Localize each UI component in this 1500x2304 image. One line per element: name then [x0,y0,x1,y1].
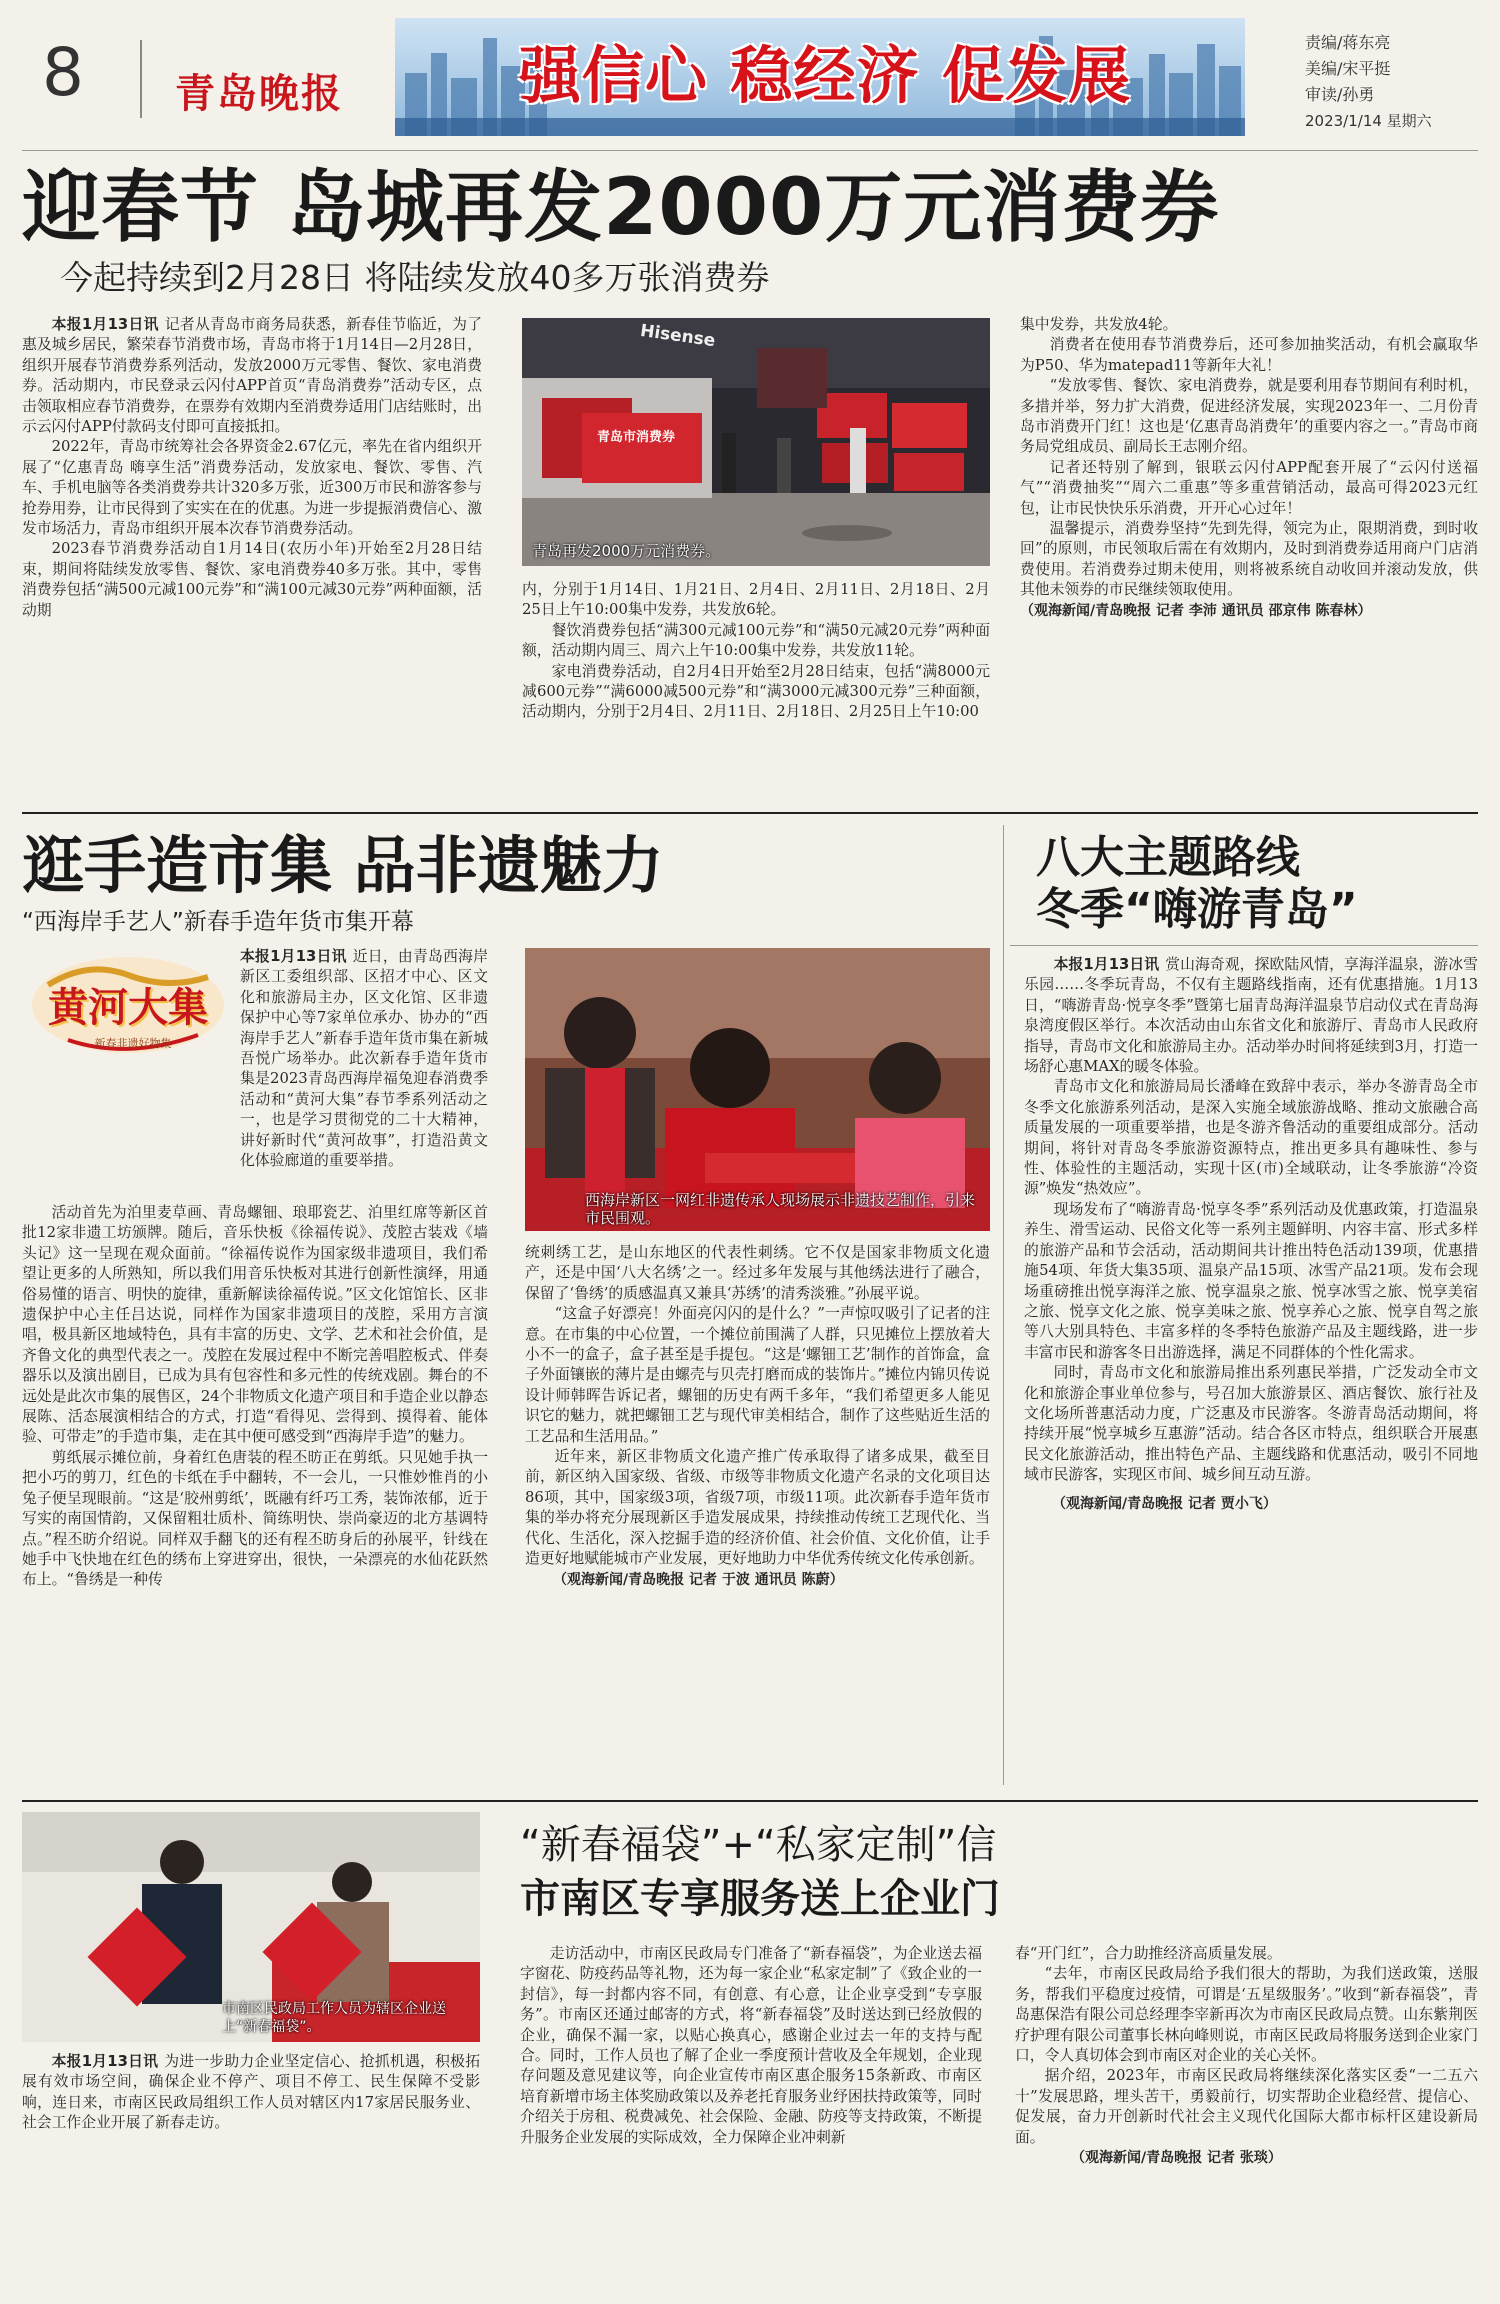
paragraph: 近年来，新区非物质文化遗产推广传承取得了诸多成果，截至目前，新区纳入国家级、省级、市级等非物质文化遗产名录的文化项目达86项，其中，国家级3项，省级7项，市级11项。此次新春手造年货市集的举办将充分展现新区手造发展成果，持续推动传统工艺现代化、当代化、生活化，深入挖掘手造的经济价值、社会价值、文化价值，让手造更好地赋能城市产业发展，更好地助力中华优秀传统文化传承创新。 [525,1448,990,1568]
editor-line: 责编/蒋东亮 [1305,33,1391,52]
paragraph: 2023春节消费券活动自1月14日(农历小年)开始至2月28日结束，期间将陆续发放零售、餐饮、家电消费券40多万张。其中，零售消费券包括“满500元减100元券”和“满100元减30元券”两种面额，活动期 [22,540,482,619]
photo-caption: 市南区民政局工作人员为辖区企业送上“新春福袋”。 [222,2001,446,2035]
byline: （观海新闻/青岛晚报 记者 张琰） [1071,2150,1282,2167]
header-divider [140,40,142,118]
article-column-2 [525,1243,990,1788]
dateline: 本报1月13日讯 [51,2053,159,2070]
page-number: 8 [42,34,84,111]
paragraph: “这盒子好漂亮！外面亮闪闪的是什么？”一声惊叹吸引了记者的注意。在市集的中心位置，一个摊位前围满了人群，只见摊位上摆放着大小不一的盒子，盒子甚至是手提包。“这是‘螺钿工艺’制作的首饰盒，盒子外面镶嵌的薄片是由螺壳与贝壳打磨而成的装饰片。”摊位内锦贝传说设计师韩晖告诉记者，螺钿的历史有两千多年，“我们希望更多人能见识它的魅力，就把螺钿工艺与现代审美相结合，制作了这些贴近生活的工艺品和生活用品。” [525,1305,990,1445]
paragraph: 同时，青岛市文化和旅游局推出系列惠民举措，广泛发动全市文化和旅游企事业单位参与，号召加大旅游景区、酒店餐饮、旅行社及文化场所普惠活动力度，广泛惠及市民游客。冬游青岛活动期间，将持续开展“悦享城乡互惠游”活动。结合各区市特点，组织联合开展惠民文化旅游活动，推出特色产品、主题线路和优惠活动，吸引不同地域市民游客，实现区市间、城乡间互动互游。 [1024,1364,1478,1484]
paragraph: 内，分别于1月14日、1月21日、2月4日、2月11日、2月18日、2月25日上午10:00集中发券，共发放6轮。 [522,581,990,619]
article-shinan-blessing-bags [0,1802,1500,2304]
article-handicraft-market [0,815,1000,1795]
logo-title: 黄河大集 [48,985,208,1031]
paragraph: 餐饮消费券包括“满300元减100元券”和“满50元减20元券”两种面额，活动期内周三、周六上午10:00集中发券，共发放11轮。 [522,621,990,660]
news-photo-paper-cutting [525,948,990,1231]
news-photo-blessing-bags [22,1812,480,2042]
byline: （观海新闻/青岛晚报 记者 贾小飞） [1052,1495,1277,1512]
article-column-1 [22,1203,488,1788]
paragraph: 近日，由青岛西海岸新区工委组织部、区招才中心、区文化和旅游局主办，区文化馆、区非遗保护中心等7家单位承办、协办的“西海岸手艺人”新春手造年货市集在新城吾悦广场举办。此次新春手造年货市集是2023青岛西海岸福兔迎春消费季活动和“黄河大集”春节季系列活动之一，也是学习贯彻党的二十大精神，讲好新时代“黄河故事”，打造沿黄文化体验廊道的重要举措。 [240,948,488,1170]
article-title-line-1: 八大主题路线 [1036,832,1300,883]
paragraph: 活动首先为泊里麦草画、青岛螺钿、琅耶瓷艺、泊里红席等新区首批12家非遗工坊颁牌。随后，音乐快板《徐福传说》、茂腔古装戏《墙头记》这一呈现在观众面前。“徐福传说作为国家级非遗项目，我们希望让更多的人所熟知，所以我们用音乐快板对其进行创新性演绎，用通俗易懂的语言、明快的旋律，重新解读徐福传说。”区文化馆馆长、区非遗保护中心主任吕达说，同样作为国家非遗项目的茂腔，采用方言演唱，极具新区地域特色，具有丰富的历史、文学、艺术和社会价值，是齐鲁文化的典型代表之一。茂腔在发展过程中不断完善唱腔板式、伴奏器乐以及演出剧目，已成为具有包容性和多元性的传统戏剧。舞台的不远处是此次市集的展售区，24个非物质文化遗产项目和手造企业以静态展陈、活态展演相结合的方式，打造“看得见、尝得到、摸得着、能体验、可带走”的手造市集，走在其中便可感受到“西海岸手造”的魅力。 [22,1204,488,1446]
article-title-line-2: 冬季“嗨游青岛” [1036,884,1358,935]
page-header [0,0,1500,150]
article-column-2 [522,580,990,805]
paragraph: 统刺绣工艺，是山东地区的代表性刺绣。它不仅是国家非物质文化遗产，还是中国‘八大名绣’之一。经过多年发展与其他绣法进行了融合，保留了‘鲁绣’的质感温真又兼具‘苏绣’的清秀淡雅。”孙展平说。 [525,1244,990,1302]
article-column-1 [22,315,482,805]
photo-caption: 西海岸新区一网红非遗传承人现场展示非遗技艺制作，引来市民围观。 [585,1191,976,1227]
byline: （观海新闻/青岛晚报 记者 于波 通讯员 陈蔚） [553,1571,844,1588]
article-title: 逛手造市集 品非遗魅力 [22,829,664,902]
logo-subtitle: 新春非遗好物集 [94,1037,172,1050]
paragraph: 记者从青岛市商务局获悉，新春佳节临近，为了惠及城乡居民，繁荣春节消费市场，青岛市将于1月14日—2月28日，组织开展春节消费券系列活动，发放2000万元零售、餐饮、家电消费券。活动期内，市民登录云闪付APP首页“青岛消费券”活动专区，点击领取相应春节消费券，在票券有效期内至消费券适用门店结账时，出示云闪付APP付款码支付即可直接抵扣。 [22,316,482,436]
article-title: 迎春节 岛城再发2000万元消费券 [22,163,1220,253]
paragraph: 春“开门红”，合力助推经济高质量发展。 [1015,1945,1282,1962]
article-title-line-2: 市南区专享服务送上企业门 [520,1876,1000,1922]
article-subtitle: “西海岸手艺人”新春手造年货市集开幕 [22,909,414,935]
article-column-3 [1020,315,1478,805]
paragraph: 据介绍，2023年，市南区民政局将继续深化落实区委“一二五六十”发展思路，埋头苦干，勇毅前行，切实帮助企业稳经营、提信心、促发展，奋力开创新时代社会主义现代化国际大都市标杆区建设新局面。 [1015,2067,1478,2146]
article-title-line-1: “新春福袋”+“私家定制”信 [520,1822,997,1868]
event-logo [28,955,228,1065]
paragraph: 记者还特别了解到，银联云闪付APP配套开展了“云闪付送福气”“消费抽奖”“周六二重惠”等多重营销活动，最高可得2023元红包，让市民快快乐乐消费，开开心心过年！ [1020,458,1478,517]
paragraph: 赏山海奇观，探欧陆风情，享海洋温泉，游冰雪乐园……冬季玩青岛，不仅有主题路线指南，还有优惠措施。1月13日，“嗨游青岛·悦享冬季”暨第七届青岛海洋温泉节启动仪式在青岛海泉湾度假区举行。本次活动由山东省文化和旅游厅、青岛市人民政府指导，青岛市文化和旅游局主办。活动举办时间将延续到3月，打造一场舒心惠MAX的暖冬体验。 [1024,956,1478,1076]
title-underline [1010,945,1478,946]
paragraph: 消费者在使用春节消费券后，还可参加抽奖活动，有机会赢取华为P50、华为matepad11等新年大礼！ [1020,336,1478,374]
column-divider [1003,825,1004,1785]
banner-slogan: 强信心 稳经济 促发展 [518,39,1132,112]
article-column-2 [1015,1944,1478,2300]
paragraph: 剪纸展示摊位前，身着红色唐装的程丕昉正在剪纸。只见她手执一把小巧的剪刀，红色的卡纸在手中翻转，不一会儿，一只惟妙惟肖的小兔子便呈现眼前。“这是‘胶州剪纸’，既融有纤巧工秀，装饰浓郁，近于写实的南国情韵，又保留粗壮质朴、简练明快、崇尚豪迈的北方基调特点。”程丕昉介绍说。同样双手翻飞的还有程丕昉身后的孙展平，针线在她手中飞快地在红色的绣布上穿进穿出，很快，一朵漂亮的水仙花跃然布上。“鲁绣是一种传 [22,1448,488,1589]
paragraph: 2022年，青岛市统筹社会各界资金2.67亿元，率先在省内组织开展了“亿惠青岛 嗨享生活”消费券活动，发放家电、餐饮、零售、汽车、手机电脑等各类消费券共计320多万张，近300万市民和游客参与抢券用券，让市民得到了实实在在的优惠。为进一步提振消费信心、激发市场活力，青岛市组织开展本次春节消费券活动。 [22,438,482,538]
photo-caption: 青岛再发2000万元消费券。 [532,542,721,560]
article-column-1 [520,1944,982,2300]
paragraph: 现场发布了“嗨游青岛·悦享冬季”系列活动及优惠政策，打造温泉养生、滑雪运动、民俗文化等一系列主题鲜明、内容丰富、形式多样的旅游产品和节会活动，活动期间共计推出特色活动139项，优惠措施54项、年货大集35项、温泉产品15项、冰雪产品21项。发布会现场重磅推出悦享海洋之旅、悦享温泉之旅、悦享冰雪之旅、悦享美宿之旅、悦享文化之旅、悦享美味之旅、悦享养心之旅、悦享自驾之旅等八大别具特色、丰富多样的冬季特色旅游产品及主题线路，进一步丰富市民和游客冬日出游选择，满足不同群体的个性化需求。 [1024,1200,1478,1361]
paragraph: 集中发券，共发放4轮。 [1020,316,1178,333]
article-body [1024,955,1478,1790]
byline: （观海新闻/青岛晚报 记者 李沛 通讯员 邵京伟 陈春林） [1020,602,1372,619]
paragraph: 为进一步助力企业坚定信心、抢抓机遇，积极拓展有效市场空间，确保企业不停产、项目不停工、民生保障不受影响，连日来，市南区民政局组织工作人员对辖区内17家居民服务业、社会工作企业开展了新春走访。 [22,2053,480,2132]
article-winter-tourism [1010,815,1500,1795]
editor-credits [1305,30,1432,134]
proofreader-line: 审读/孙勇 [1305,85,1375,104]
paragraph: 走访活动中，市南区民政局专门准备了“新春福袋”，为企业送去福字窗花、防疫药品等礼物，还为每一家企业“私家定制”了《致企业的一封信》，每一封都内容不同，有创意、有心意，让企业享受到“专享服务”。市南区还通过邮寄的方式，将“新春福袋”及时送达到已经放假的企业，确保不漏一家，以贴心换真心，感谢企业过去一年的支持与配合。同时，工作人员也了解了企业一季度预计营收及全年规划，企业现存问题及意见建议等，向企业宣传市南区惠企服务15条新政、市南区培育新增市场主体奖励政策以及养老托育服务业纾困扶持政策等，同时介绍关于房租、税费减免、社会保险、金融、防疫等支持政策，不断提升服务企业发展的实际成效，全力保障企业冲刺新 [520,1945,982,2146]
article-column-0 [22,2052,480,2300]
article-intro [240,947,488,1199]
paper-name-logo: 青岛晚报 [175,70,343,117]
paper-cutting-artists-photo [525,948,990,1231]
banner [395,18,1245,136]
article-subtitle: 今起持续到2月28日 将陆续发放40多万张消费券 [60,258,770,297]
paragraph: “去年，市南区民政局给予我们很大的帮助，为我们送政策，送服务，帮我们平稳度过疫情，可谓是‘五星级服务’。”收到“新春福袋”，青岛惠保浩有限公司总经理李宰新再次为市南区民政局点赞。山东紫荆医疗护理有限公司董事长林向峰则说，市南区民政局将服务送到企业家门口，令人真切体会到市南区对企业的关心关怀。 [1015,1965,1478,2065]
dateline: 本报1月13日讯 [51,316,159,333]
paragraph: 家电消费券活动，自2月4日开始至2月28日结束，包括“满8000元减600元券”“满6000减500元券”和“满3000元减300元券”三种面额，活动期内，分别于2月4日、2月11日、2月18日、2月25日上午10:00 [522,662,990,721]
dateline: 本报1月13日讯 [1053,956,1160,973]
paragraph: “发放零售、餐饮、家电消费券，就是要利用春节期间有利时机，多措并举，努力扩大消费，促进经济发展，实现2023年一、二月份青岛市消费开门红！这也是‘亿惠青岛消费年’的重要内容之一。”青岛市商务局党组成员、副局长王志刚介绍。 [1020,377,1478,456]
news-photo-voucher-display [522,318,990,566]
dateline: 本报1月13日讯 [240,948,347,965]
paragraph: 青岛市文化和旅游局局长潘峰在致辞中表示，举办冬游青岛全市冬季文化旅游系列活动，是深入实施全域旅游战略、推动文旅融合高质量发展的一项重要举措，也是冬游齐鲁活动的重要组成部分。活动期间，将针对青岛冬季旅游资源特点，推出更多具有趣味性、参与性、体验性的主题活动，实现十区(市)全域联动，让冬季旅游“冷资源”焕发“热效应”。 [1024,1078,1478,1198]
screen-text: 青岛市消费券 [597,430,676,445]
issue-date: 2023/1/14 星期六 [1305,112,1432,130]
article-consumption-vouchers [0,150,1500,810]
store-interior-photo [522,318,990,566]
paragraph: 温馨提示，消费券坚持“先到先得，领完为止，限期消费，到时收回”的原则，市民领取后需在有效期内，及时到消费券适用商户门店消费使用。若消费券过期未使用，则将被系统自动收回并滚动发放，供其他未领券的市民继续领取使用。 [1020,520,1478,599]
store-sign-text: Hisense [638,320,717,352]
section-rule [22,812,1478,814]
art-editor-line: 美编/宋平挺 [1305,59,1391,78]
